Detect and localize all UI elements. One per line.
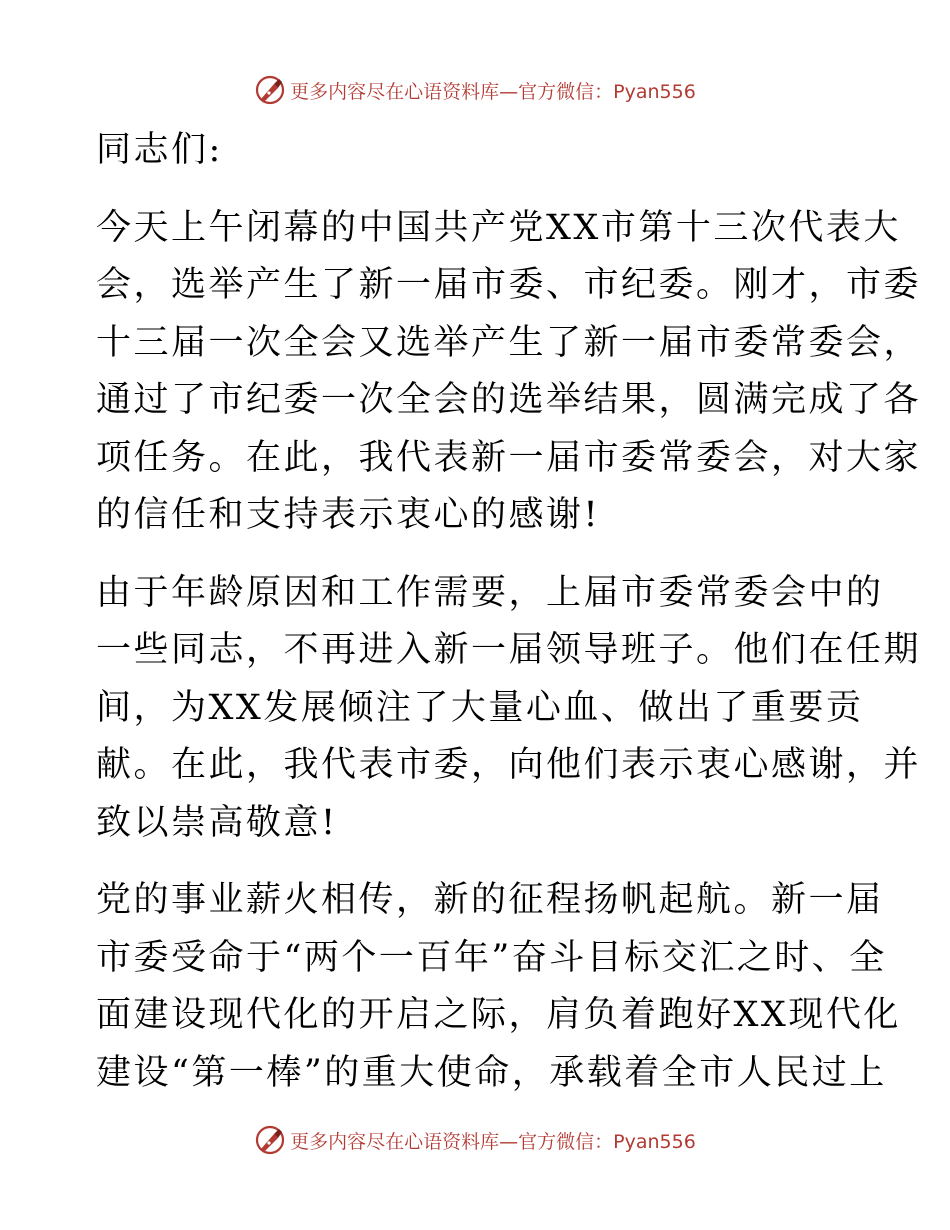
paragraph-3 [96, 872, 901, 1102]
pen-nib-logo-icon [254, 74, 286, 106]
paragraph-line: 由于年龄原因和工作需要，上届市委常委会中的 [96, 572, 884, 613]
paragraph-line: 献。在此，我代表市委，向他们表示衷心感谢，并 [96, 745, 922, 785]
footer-banner [0, 1122, 950, 1158]
header-banner [0, 72, 950, 108]
pen-nib-logo-icon [254, 1124, 286, 1156]
header-banner-text: 更多内容尽在心语资料库—官方微信：Pyan556 [290, 80, 696, 103]
footer-banner-text: 更多内容尽在心语资料库—官方微信：Pyan556 [290, 1130, 696, 1153]
paragraph-line: 项任务。在此，我代表新一届市委常委会，对大家 [96, 437, 922, 478]
paragraph-line: 十三届一次全会又选举产生了新一届市委常委会， [96, 322, 922, 363]
document-body [96, 122, 922, 1102]
paragraph-line: 建设“第一棒”的重大使命，承载着全市人民过上 [96, 1052, 887, 1093]
paragraph-line: 致以崇高敬意! [96, 802, 338, 843]
greeting: 同志们: [96, 130, 223, 170]
paragraph-line: 间，为XX发展倾注了大量心血、做出了重要贡 [96, 687, 864, 728]
paragraph-line: 面建设现代化的开启之际，肩负着跑好XX现代化 [96, 995, 901, 1035]
paragraph-line: 通过了市纪委一次全会的选举结果，圆满完成了各 [96, 380, 922, 420]
paragraph-line: 今天上午闭幕的中国共产党XX市第十三次代表大 [96, 207, 901, 248]
paragraph-line: 的信任和支持表示衷心的感谢! [96, 495, 601, 535]
paragraph-line: 一些同志，不再进入新一届领导班子。他们在任期 [96, 630, 922, 670]
paragraph-line: 市委受命于“两个一百年”奋斗目标交汇之时、全 [96, 937, 887, 978]
paragraph-1 [96, 200, 922, 545]
paragraph-line: 会，选举产生了新一届市委、市纪委。刚才，市委 [96, 265, 922, 305]
paragraph-line: 党的事业薪火相传，新的征程扬帆起航。新一届 [96, 880, 884, 920]
paragraph-2 [96, 565, 922, 853]
